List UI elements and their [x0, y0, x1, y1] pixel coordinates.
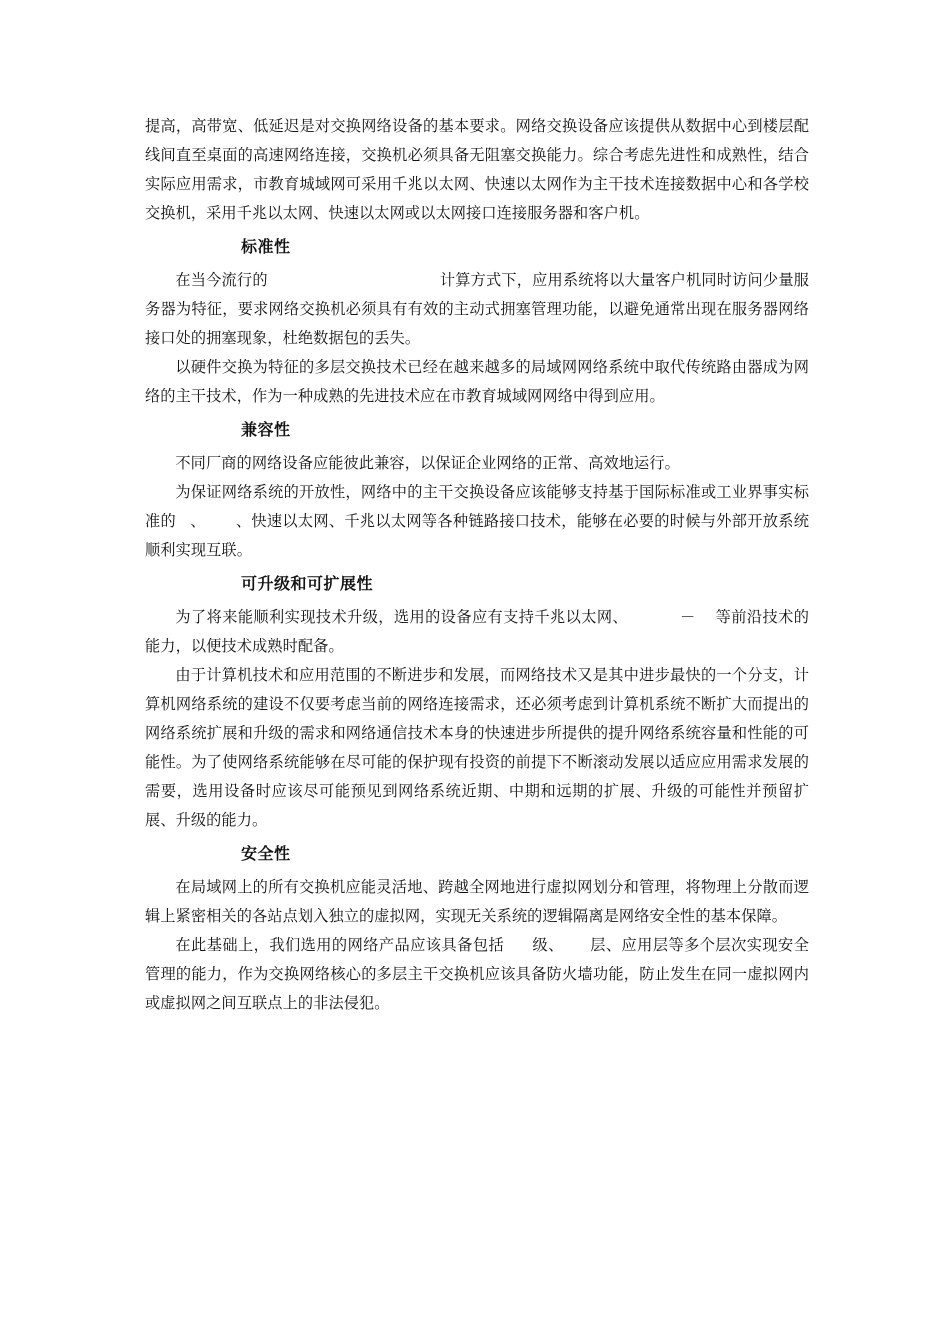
security-2-text-b: 级、 [532, 936, 564, 954]
document-page [145, 112, 809, 1018]
compat-2-text-a: 为保证网络系统的开放性，网络中的主干交换设备应该能够支持基于国际标准或工业界事实标准的 [145, 483, 809, 530]
paragraph-intro: 提高，高带宽、低延迟是对交换网络设备的基本要求。网络交换设备应该提供从数据中心到楼层配线间直至桌面的高速网络连接，交换机必须具备无阻塞交换能力。综合考虑先进性和成熟性，结合实际应用需求，市教育城域网可采用千兆以太网、快速以太网作为主干技术连接数据中心和各学校交换机，采用千兆以太网、快速以太网或以太网接口连接服务器和客户机。 [145, 117, 809, 222]
compat-2-text-c: 、快速以太网、千兆以太网等各种链路接口技术，能够在必要的时候与外部开放系统顺利实现互联。 [145, 512, 809, 559]
upgrade-1-text-c: 等前沿技术的能力，以便技术成熟时配备。 [145, 608, 809, 655]
security-2-text-c: 层、应用层等多个层次实现安全管理的能力，作为交换网络核心的多层主干交换机应该具备防火墙功能，防止发生在同一虚拟网内或虚拟网之间互联点上的非法侵犯。 [145, 936, 809, 1012]
upgrade-1-text-b: － [680, 608, 696, 626]
compat-2-text-b: 、 [190, 512, 206, 530]
paragraph-upgrade-1 [145, 603, 809, 661]
paragraph-standard-1 [145, 266, 809, 353]
heading-compatibility: 兼容性 [241, 420, 291, 439]
paragraph-compat-2 [145, 478, 809, 565]
paragraph-security-1: 在局域网上的所有交换机应能灵活地、跨越全网地进行虚拟网划分和管理，将物理上分散而逻辑上紧密相关的各站点划入独立的虚拟网，实现无关系统的逻辑隔离是网络安全性的基本保障。 [145, 878, 809, 925]
paragraph-compat-1: 不同厂商的网络设备应能彼此兼容，以保证企业网络的正常、高效地运行。 [175, 454, 680, 472]
standard-1-text-b: 计算方式下，应用系统将以大量客户机同时访问少量服务器为特征，要求网络交换机必须具有有效的主动式拥塞管理功能，以避免通常出现在服务器网络接口处的拥塞现象，杜绝数据包的丢失。 [145, 271, 809, 347]
heading-security: 安全性 [241, 844, 291, 863]
heading-upgrade: 可升级和可扩展性 [241, 574, 374, 593]
upgrade-1-text-a: 为了将来能顺利实现技术升级，选用的设备应有支持千兆以太网、 [175, 608, 629, 626]
heading-standard: 标准性 [241, 237, 291, 256]
paragraph-upgrade-2: 由于计算机技术和应用范围的不断进步和发展，而网络技术又是其中进步最快的一个分支，计算机网络系统的建设不仅要考虑当前的网络连接需求，还必须考虑到计算机系统不断扩大而提出的网络系统扩展和升级的需求和网络通信技术本身的快速进步所提供的提升网络系统容量和性能的可能性。为了使网络系统能够在尽可能的保护现有投资的前提下不断滚动发展以适应应用需求发展的需要，选用设备时应该尽可能预见到网络系统近期、中期和远期的扩展、升级的可能性并预留扩展、升级的能力。 [145, 666, 809, 829]
paragraph-standard-2: 以硬件交换为特征的多层交换技术已经在越来越多的局域网网络系统中取代传统路由器成为网络的主干技术，作为一种成熟的先进技术应在市教育城域网网络中得到应用。 [145, 358, 809, 405]
paragraph-security-2 [145, 931, 809, 1018]
standard-1-text-a: 在当今流行的 [175, 271, 268, 289]
security-2-text-a: 在此基础上，我们选用的网络产品应该具备包括 [175, 936, 505, 954]
